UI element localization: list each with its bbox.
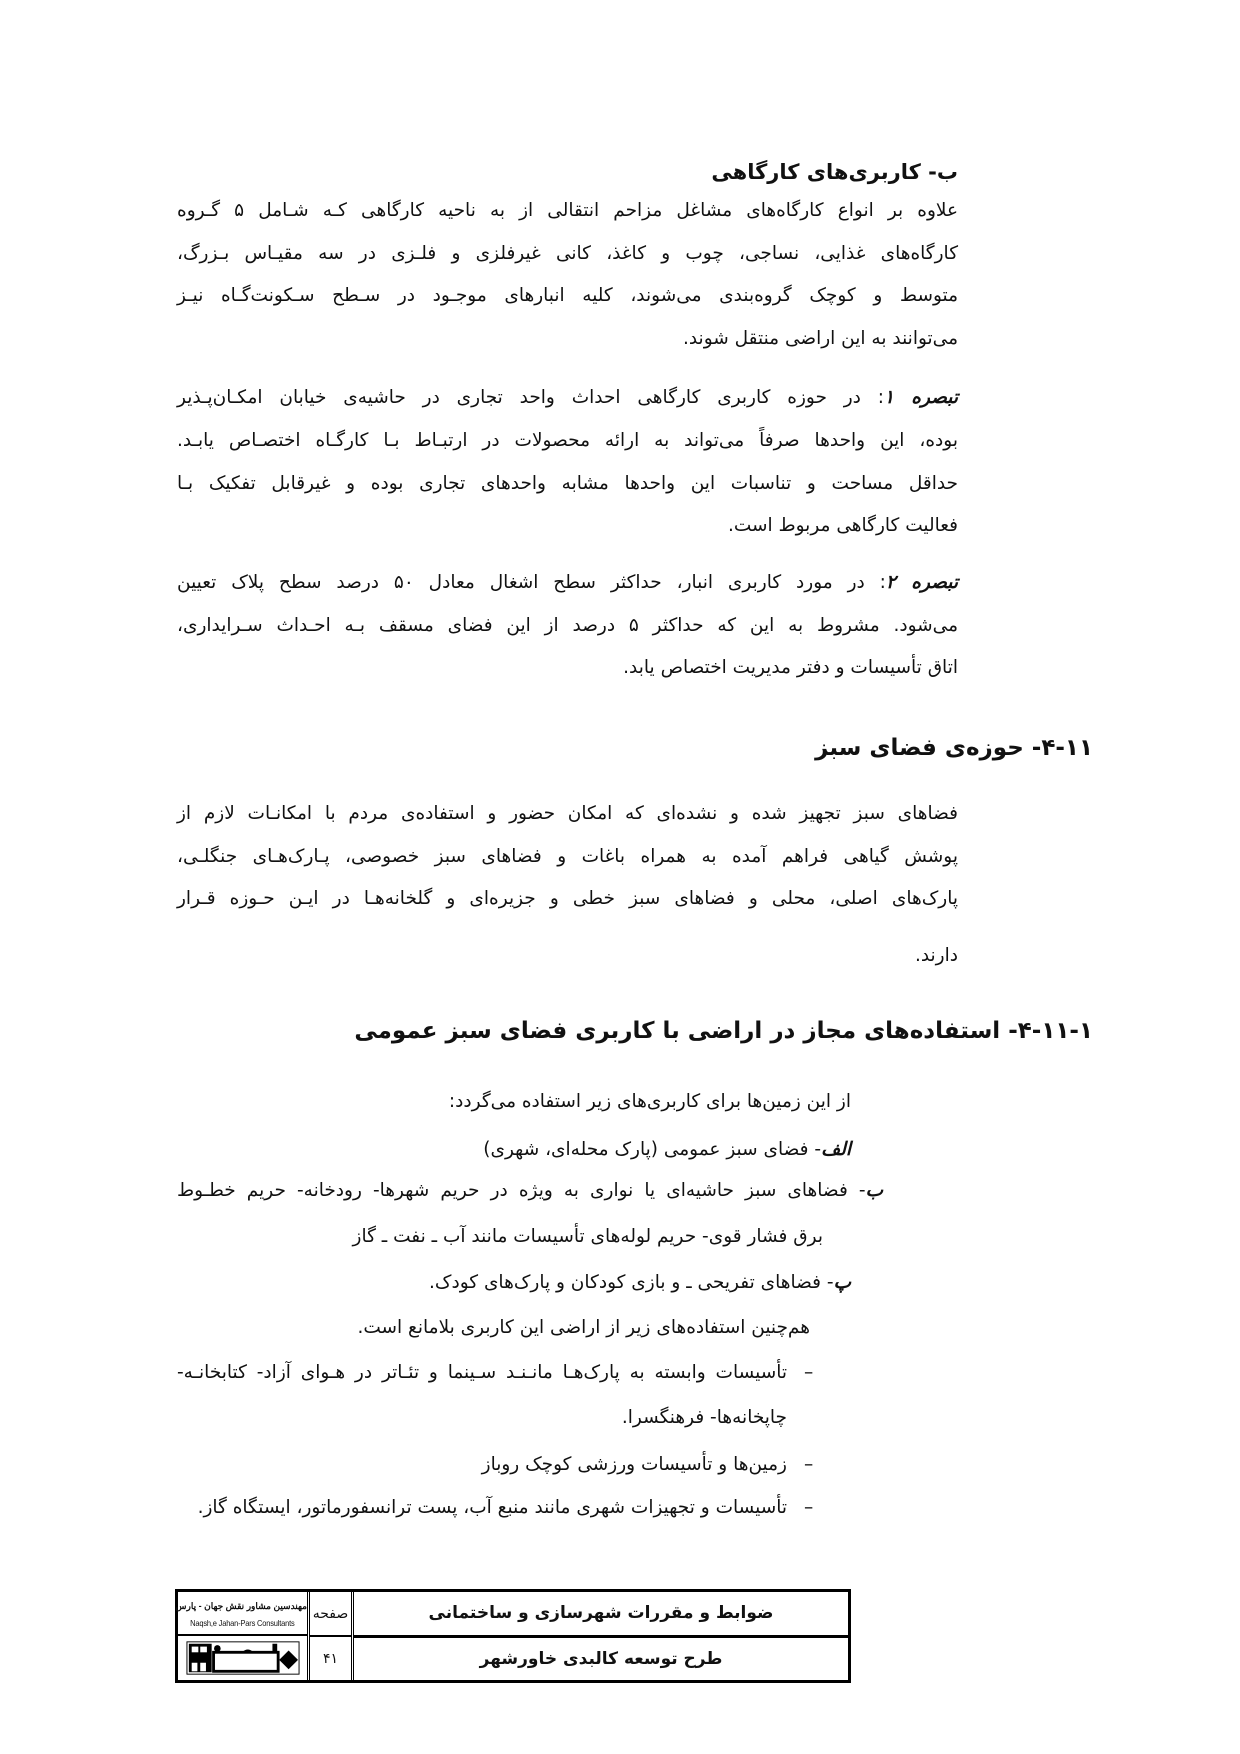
bullet-item: تأسیسات و تجهیزات شهری مانند منبع آب، پست ترانسفورماتور، ایستگاه گاز. [197,1497,787,1518]
section-heading-permitted-uses: ۴-۱۱-۱- استفاده‌های مجاز در اراضی با کاربری فضای سبز عمومی [354,1018,1093,1044]
note-1-line [177,378,958,418]
paragraph-line: دارند. [914,945,958,966]
paragraph-line: پارک‌های اصلی، محلی و فضاهای سبز خطی و جزیره‌ای و گلخانه‌هـا در ایـن حـوزه قـرار [177,888,958,909]
consultant-name-block [175,1592,307,1636]
bullet-marker: – [804,1497,814,1518]
paragraph-line: فعالیت کارگاهی مربوط است. [727,515,958,536]
paragraph-line: اتاق تأسیسات و دفتر مدیریت اختصاص یابد. [623,657,958,678]
bullet-item: تأسیسات وابسته به پارک‌هـا مانـنـد سـینما و تئـاتر در هـوای آزاد- کتابخانـه- [177,1362,787,1383]
paragraph-line: می‌توانند به این اراضی منتقل شوند. [682,328,958,349]
bullet-item: زمین‌ها و تأسیسات ورزشی کوچک روباز [481,1454,787,1475]
paragraph-line: بوده، این واحدها صرفاً می‌تواند به ارائه محصولات در ارتبـاط بـا کارگـاه اختصـاص یابـد. [177,430,958,451]
paragraph-line: حداقل مساحت و تناسبات این واحدها مشابه واحدهای تجاری بوده و غیرقابل تفکیک بـا [177,473,958,494]
section-heading-workshop-uses: ب- کاربری‌های کارگاهی [711,160,958,184]
paragraph-line: پوشش گیاهی فراهم آمده به همراه باغات و فضاهای سبز خصوصی، پـارک‌هـای جنگلـی، [177,846,958,867]
bullet-item-continued: چاپخانه‌ها- فرهنگسرا. [621,1407,787,1428]
intro-text: از این زمین‌ها برای کاربری‌های زیر استفاده می‌گردد: [448,1091,851,1112]
note-1-text: : در حوزه کاربری کارگاهی احداث واحد تجاری در حاشیه‌ی خیابان امکـان‌پـذیر [177,387,884,408]
document-title: ضوابط و مقررات شهرسازی و ساختمانی [354,1592,848,1638]
page-number: ۴۱ [322,1650,339,1667]
company-name-en: Naqsh,e Jahan-Pars Consultants [190,1618,295,1628]
note-2-line [177,563,958,603]
paragraph-line: کارگاه‌های غذایی، نساجی، چوب و کاغذ، کانی غیرفلزی و فلـزی در سه مقیـاس بـزرگ، [177,243,958,264]
page-label: صفحه [310,1592,351,1637]
company-name-fa: مهندسین مشاور نقش جهان - پارس [175,1601,307,1611]
document-title-cell [354,1592,848,1680]
list-text: - فضاهای تفریحی ـ و بازی کودکان و پارک‌های کودک. [429,1272,834,1293]
paragraph-line: می‌شود. مشروط به این که حداکثر ۵ درصد از این فضای مسقف بـه احـداث سـرایداری، [177,615,958,636]
paragraph-line: متوسط و کوچک گروه‌بندی می‌شوند، کلیه انبارهای موجـود در سـطح سـکونت‌گـاه نیـز [177,285,958,306]
list-text: - فضاهای سبز حاشیه‌ای یا نواری به ویژه در حریم شهرها- رودخانه- حریم خطـوط [177,1180,866,1201]
list-item-pe [429,1263,851,1303]
section-heading-green-space: ۴-۱۱- حوزه‌ی فضای سبز [815,735,1093,761]
paragraph-line: فضاهای سبز تجهیز شده و نشده‌ای که امکان حضور و استفاده‌ی مردم با امکانـات لازم از [177,803,958,824]
list-item-alef [483,1130,851,1170]
note-2-text: : در مورد کاربری انبار، حداکثر سطح اشغال معادل ۵۰ درصد سطح پلاک تعیین [177,572,886,593]
consultant-cell [175,1592,310,1680]
paragraph-line: علاوه بر انواع کارگاه‌های مشاغل مزاحم انتقالی از به ناحیه کارگاهی کـه شـامل ۵ گـروه [177,200,958,221]
bullet-marker: – [804,1362,814,1383]
list-item-be [177,1171,883,1211]
list-label: الف [821,1139,851,1160]
note-1-label: تبصره ۱ [883,387,958,408]
also-text: هم‌چنین استفاده‌های زیر از اراضی این کاربری بلامانع است. [357,1317,810,1338]
company-logo-icon [178,1636,307,1680]
list-item-be-continued: برق فشار قوی- حریم لوله‌های تأسیسات مانند آب ـ نفت ـ گاز [352,1226,823,1247]
list-label: پ [833,1272,851,1293]
list-label: ب [865,1180,883,1201]
project-title: طرح توسعه کالبدی خاورشهر [479,1648,723,1669]
page-footer-table [175,1589,851,1683]
list-text: - فضای سبز عمومی (پارک محله‌ای، شهری) [483,1139,822,1160]
note-2-label: تبصره ۲ [885,572,958,593]
bullet-marker: – [804,1454,814,1475]
page-number-cell [310,1592,354,1680]
